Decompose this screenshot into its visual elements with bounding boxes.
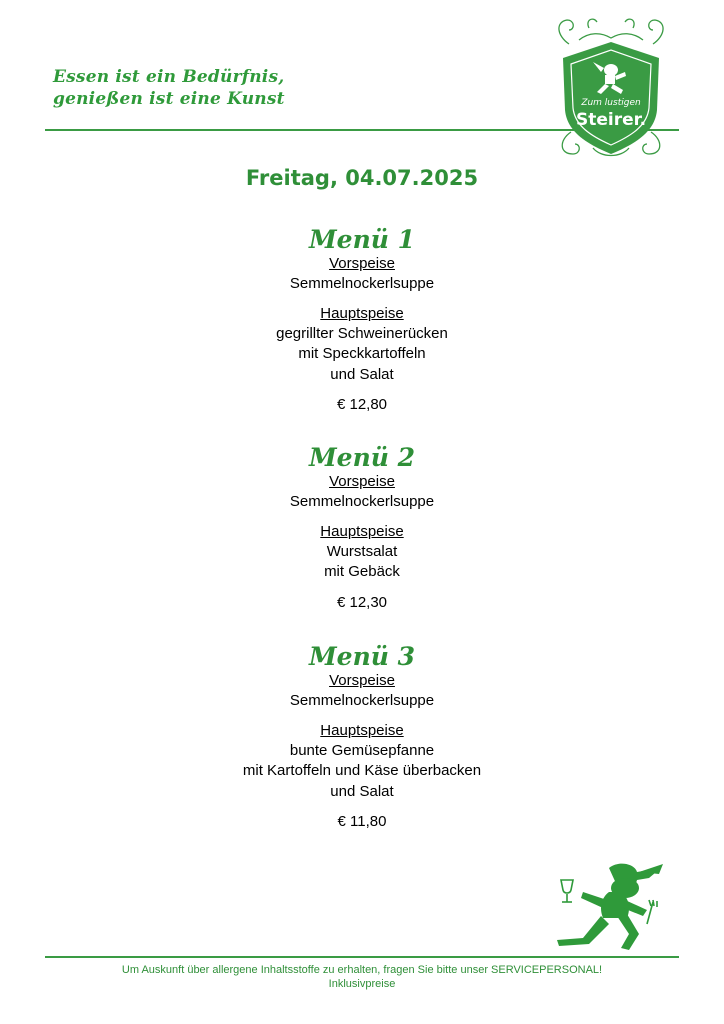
allergen-note: Um Auskunft über allergene Inhaltsstoffe zu erhalten, fragen Sie bitte unser SERVICEPERSONAL! <box>121 964 603 976</box>
main-course-line: mit Speckkartoffeln <box>298 345 426 362</box>
slogan-line-1: Essen ist ein Bedürfnis, <box>53 67 285 87</box>
main-course-line: Wurstsalat <box>326 542 398 560</box>
main-course-line: und Salat <box>330 782 394 800</box>
starter-label: Vorspeise <box>329 473 395 490</box>
slogan-line-2: genießen ist eine Kunst <box>53 89 285 109</box>
footer-divider <box>45 956 679 958</box>
main-course-line: und Salat <box>330 365 394 383</box>
starter-label: Vorspeise <box>329 672 395 689</box>
main-course-line: gegrillter Schweinerücken <box>276 324 448 342</box>
inclusive-prices-note: Inklusivpreise <box>328 978 396 990</box>
main-course-line: bunte Gemüsepfanne <box>289 741 435 759</box>
menu-price: € 11,80 <box>337 813 387 830</box>
menu-block-2 <box>0 444 724 613</box>
menu-title: Menü 3 <box>308 642 416 671</box>
main-course-line: mit Kartoffeln und Käse überbacken <box>242 762 482 779</box>
starter-label: Vorspeise <box>329 255 395 272</box>
slogan <box>53 66 285 110</box>
logo-text-top: Zum lustigen <box>581 98 641 108</box>
menu-date: Freitag, 04.07.2025 <box>245 166 479 190</box>
menu-price: € 12,30 <box>336 593 388 611</box>
main-course-line: mit Gebäck <box>324 563 400 580</box>
menu-block-3 <box>0 643 724 832</box>
menu-block-1 <box>0 226 724 415</box>
menu-title: Menü 1 <box>308 225 416 254</box>
starter-dish: Semmelnockerlsuppe <box>289 275 435 292</box>
mascot-illustration <box>543 858 673 950</box>
menu-title: Menü 2 <box>308 443 416 472</box>
starter-dish: Semmelnockerlsuppe <box>289 692 435 709</box>
menu-price: € 12,80 <box>336 396 388 413</box>
main-course-label: Hauptspeise <box>320 721 404 739</box>
footer <box>0 963 724 991</box>
main-course-label: Hauptspeise <box>320 522 404 540</box>
main-course-label: Hauptspeise <box>320 304 404 322</box>
logo-text-main: Steirer. <box>575 110 647 130</box>
restaurant-logo <box>549 14 673 162</box>
starter-dish: Semmelnockerlsuppe <box>289 493 435 510</box>
